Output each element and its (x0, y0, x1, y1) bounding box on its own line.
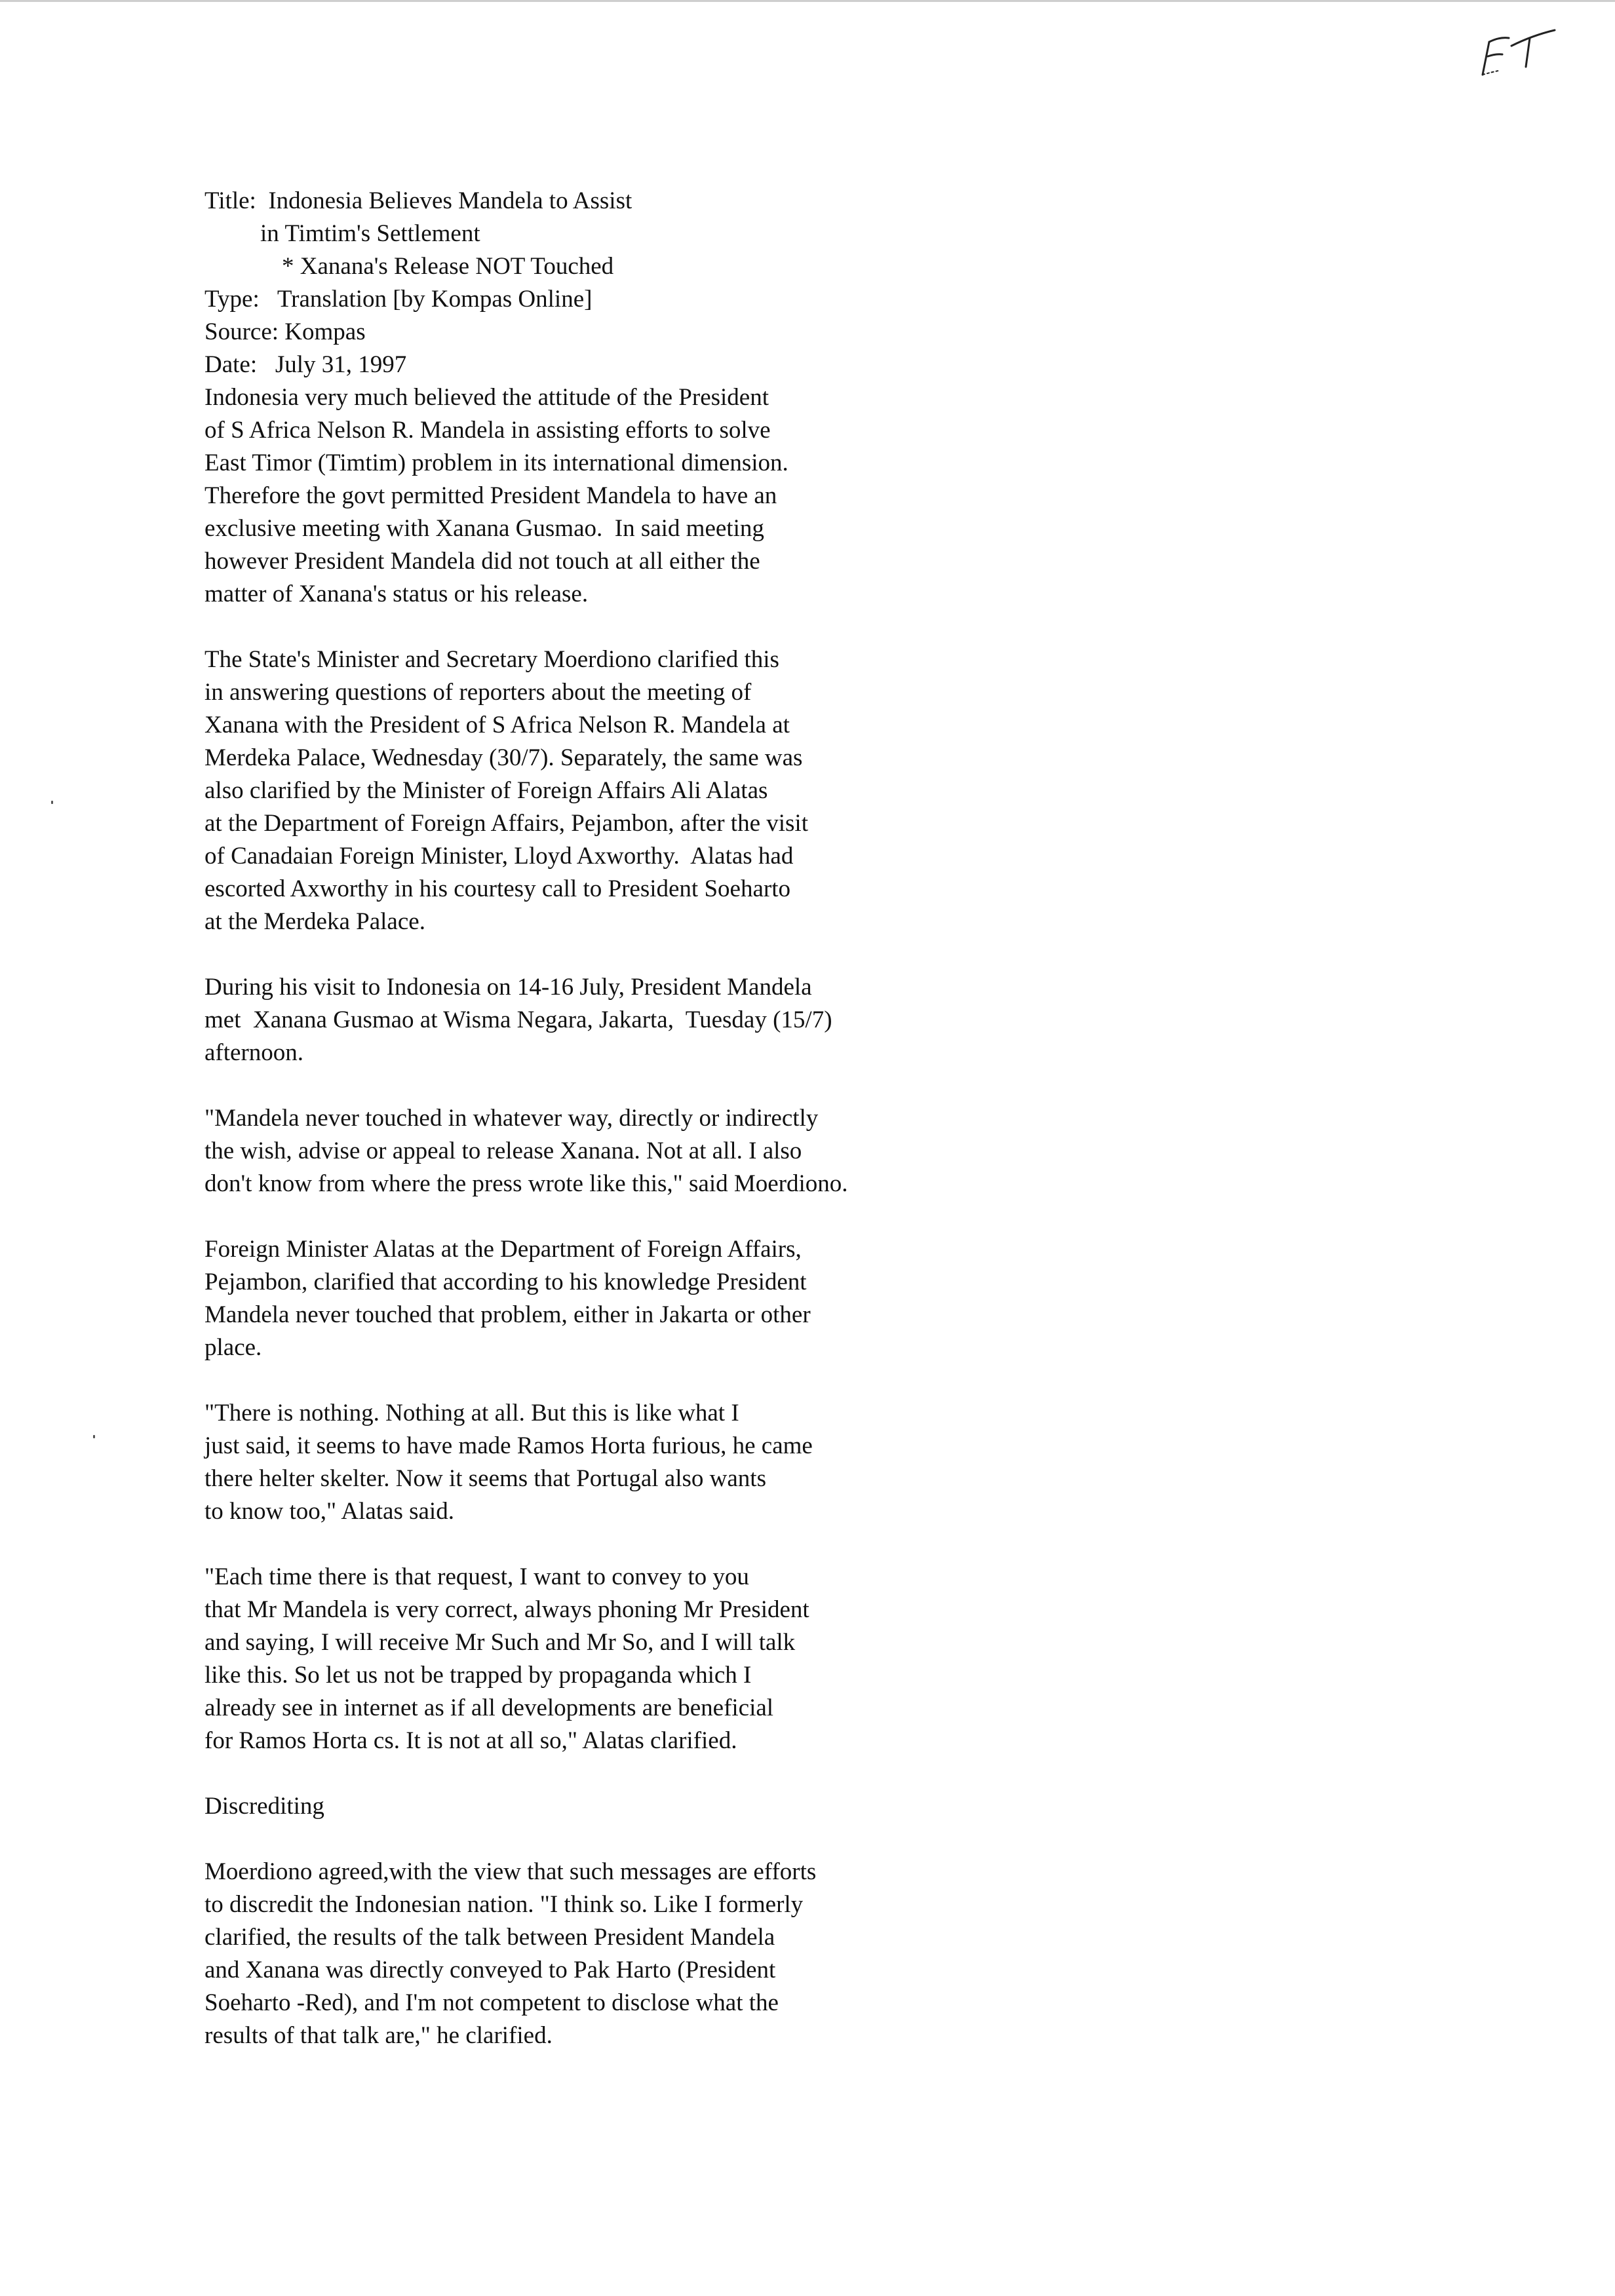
type-value: Translation [by Kompas Online] (277, 286, 593, 313)
paragraph-gap (204, 1528, 991, 1561)
paragraph-line: Xanana with the President of S Africa Nelson R. Mandela at (204, 712, 790, 738)
paragraph-line: Soeharto -Red), and I'm not competent to disclose what the (204, 1989, 779, 2016)
scan-speck (93, 1435, 95, 1438)
document-page (204, 185, 991, 2052)
paragraph (204, 1561, 991, 1757)
paragraph-line: East Timor (Timtim) problem in its international dimension. (204, 450, 788, 476)
paragraph-line: matter of Xanana's status or his release. (204, 581, 589, 607)
paragraph-line: at the Department of Foreign Affairs, Pejambon, after the visit (204, 810, 808, 837)
paragraph-gap (204, 1364, 991, 1397)
paragraph-line: like this. So let us not be trapped by propaganda which I (204, 1662, 752, 1689)
paragraph-line: that Mr Mandela is very correct, always phoning Mr President (204, 1596, 809, 1623)
paragraph-gap (204, 1200, 991, 1233)
paragraph (204, 1102, 991, 1200)
document-header (204, 185, 991, 381)
paragraph-line: met Xanana Gusmao at Wisma Negara, Jakarta, Tuesday (15/7) (204, 1006, 832, 1033)
paragraph-line: place. (204, 1334, 262, 1361)
paragraph-line: already see in internet as if all developments are beneficial (204, 1694, 774, 1721)
source-line (204, 316, 991, 349)
paragraph-line: for Ramos Horta cs. It is not at all so," Alatas clarified. (204, 1727, 737, 1754)
paragraph-line: "There is nothing. Nothing at all. But this is like what I (204, 1400, 739, 1426)
paragraph-line: and Xanana was directly conveyed to Pak Harto (President (204, 1957, 776, 1983)
paragraph-line: escorted Axworthy in his courtesy call to President Soeharto (204, 875, 790, 902)
date-value: July 31, 1997 (275, 351, 407, 378)
paragraph (204, 971, 991, 1069)
paragraph-line: Merdeka Palace, Wednesday (30/7). Separately, the same was (204, 744, 803, 771)
paragraph-line: Mandela never touched that problem, either in Jakarta or other (204, 1301, 811, 1328)
paragraph-line: there helter skelter. Now it seems that Portugal also wants (204, 1465, 766, 1492)
paragraph-line: to know too," Alatas said. (204, 1498, 454, 1525)
type-label: Type: (204, 286, 260, 313)
title-line: in Timtim's Settlement (260, 220, 480, 247)
source-label: Source: (204, 318, 279, 345)
section-heading-text: Discrediting (204, 1793, 324, 1820)
handwritten-mark (1475, 24, 1560, 83)
paragraph (204, 381, 991, 611)
paragraph-line: of S Africa Nelson R. Mandela in assisting efforts to solve (204, 417, 771, 444)
paragraph-line: at the Merdeka Palace. (204, 908, 425, 935)
paragraph-line: During his visit to Indonesia on 14-16 July, President Mandela (204, 974, 812, 1001)
paragraph-line: "Mandela never touched in whatever way, directly or indirectly (204, 1105, 819, 1132)
paragraph-line: The State's Minister and Secretary Moerdiono clarified this (204, 646, 779, 673)
paragraph-line: however President Mandela did not touch at all either the (204, 548, 760, 575)
paragraph-line: in answering questions of reporters about the meeting of (204, 679, 752, 706)
paragraph-gap (204, 1757, 991, 1790)
title-line: * Xanana's Release NOT Touched (282, 253, 614, 280)
paragraph-line: the wish, advise or appeal to release Xanana. Not at all. I also (204, 1138, 802, 1164)
paragraph-line: results of that talk are," he clarified. (204, 2022, 553, 2049)
paragraph-gap (204, 938, 991, 971)
title-text: Indonesia Believes Mandela to Assist (268, 187, 632, 214)
paragraph-line: and saying, I will receive Mr Such and Mr So, and I will talk (204, 1629, 796, 1656)
date-label: Date: (204, 351, 258, 378)
paragraph-line: Moerdiono agreed,with the view that such messages are efforts (204, 1858, 817, 1885)
paragraph-line: afternoon. (204, 1039, 304, 1066)
paragraph-line: "Each time there is that request, I want to convey to you (204, 1563, 749, 1590)
paragraph-line: Therefore the govt permitted President Mandela to have an (204, 482, 777, 509)
paragraph-gap (204, 611, 991, 643)
section-heading (204, 1790, 991, 1823)
paragraph-line: Pejambon, clarified that according to his knowledge President (204, 1269, 807, 1295)
title-line (204, 185, 991, 218)
source-value: Kompas (284, 318, 366, 345)
paragraph (204, 1856, 991, 2052)
paragraph-line: just said, it seems to have made Ramos Horta furious, he came (204, 1432, 813, 1459)
paragraph-line: to discredit the Indonesian nation. "I think so. Like I formerly (204, 1891, 804, 1918)
date-line (204, 349, 991, 381)
scan-top-edge (0, 0, 1615, 2)
type-line (204, 283, 991, 316)
title-label: Title: (204, 187, 256, 214)
paragraph-line: don't know from where the press wrote like this," said Moerdiono. (204, 1170, 848, 1197)
paragraph-line: also clarified by the Minister of Foreign Affairs Ali Alatas (204, 777, 768, 804)
paragraph-line: of Canadaian Foreign Minister, Lloyd Axworthy. Alatas had (204, 843, 794, 870)
paragraph (204, 1233, 991, 1364)
paragraph-line: clarified, the results of the talk between President Mandela (204, 1924, 775, 1951)
paragraph-line: Indonesia very much believed the attitude of the President (204, 384, 769, 411)
paragraph-line: Foreign Minister Alatas at the Department of Foreign Affairs, (204, 1236, 802, 1263)
paragraph-line: exclusive meeting with Xanana Gusmao. In said meeting (204, 515, 764, 542)
paragraph-gap (204, 1823, 991, 1856)
paragraph (204, 643, 991, 938)
paragraph-gap (204, 1069, 991, 1102)
paragraph (204, 1397, 991, 1528)
scan-speck (51, 801, 53, 804)
